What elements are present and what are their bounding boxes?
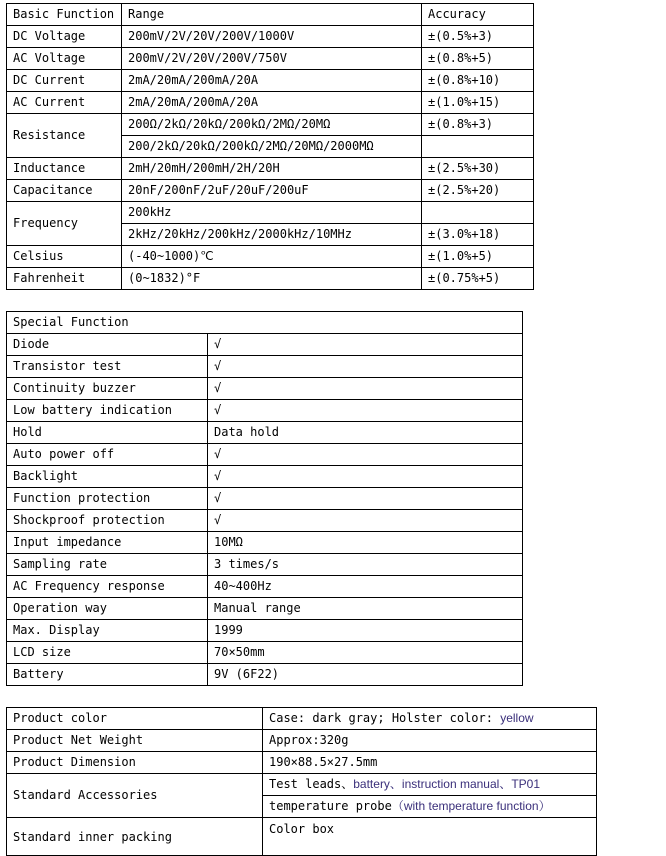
range-cell: (0~1832)°F — [122, 268, 422, 290]
table-row — [7, 400, 523, 422]
feature-name-cell: Operation way — [7, 598, 208, 620]
table-header-row — [7, 4, 534, 26]
accuracy-cell: ±(0.75%+5) — [422, 268, 534, 290]
table-row — [7, 510, 523, 532]
feature-value-cell: 1999 — [208, 620, 523, 642]
accuracy-cell — [422, 136, 534, 158]
table-row — [7, 752, 597, 774]
accessories-label: Standard Accessories — [7, 774, 263, 818]
feature-value-cell: √ — [208, 466, 523, 488]
accuracy-cell: ±(0.8%+3) — [422, 114, 534, 136]
product-dimension-value: 190×88.5×27.5mm — [263, 752, 597, 774]
accuracy-cell: ±(1.0%+5) — [422, 246, 534, 268]
feature-name-cell: Max. Display — [7, 620, 208, 642]
range-cell: 200Ω/2kΩ/20kΩ/200kΩ/2MΩ/20MΩ — [122, 114, 422, 136]
color-text: Case: dark gray; Holster color: — [269, 711, 501, 725]
feature-name-cell: Shockproof protection — [7, 510, 208, 532]
accuracy-cell: ±(0.8%+5) — [422, 48, 534, 70]
table-row — [7, 422, 523, 444]
table-row — [7, 488, 523, 510]
feature-name-cell: Hold — [7, 422, 208, 444]
accuracy-cell: ±(0.5%+3) — [422, 26, 534, 48]
feature-name-cell: Backlight — [7, 466, 208, 488]
table-row — [7, 642, 523, 664]
feature-name-cell: Battery — [7, 664, 208, 686]
feature-name-cell: Auto power off — [7, 444, 208, 466]
basic-function-table — [6, 3, 534, 290]
table-row — [7, 246, 534, 268]
table-row — [7, 180, 534, 202]
table-row — [7, 664, 523, 686]
table-row — [7, 708, 597, 730]
function-cell: DC Voltage — [7, 26, 122, 48]
range-cell: 2kHz/20kHz/200kHz/2000kHz/10MHz — [122, 224, 422, 246]
table-row — [7, 48, 534, 70]
header-special-function: Special Function — [7, 312, 523, 334]
feature-value-cell: 70×50mm — [208, 642, 523, 664]
accuracy-cell: ±(0.8%+10) — [422, 70, 534, 92]
product-color-label: Product color — [7, 708, 263, 730]
feature-name-cell: Sampling rate — [7, 554, 208, 576]
packing-value: Color box — [263, 818, 597, 856]
accessories-accent-text: （with temperature function） — [391, 799, 551, 813]
accuracy-cell: ±(1.0%+15) — [422, 92, 534, 114]
table-row — [7, 532, 523, 554]
table-row — [7, 158, 534, 180]
table-row — [7, 70, 534, 92]
feature-value-cell: 3 times/s — [208, 554, 523, 576]
table-row — [7, 620, 523, 642]
range-cell: 200/2kΩ/20kΩ/200kΩ/2MΩ/20MΩ/2000MΩ — [122, 136, 422, 158]
function-cell: Inductance — [7, 158, 122, 180]
product-weight-value: Approx:320g — [263, 730, 597, 752]
feature-value-cell: √ — [208, 510, 523, 532]
feature-name-cell: Low battery indication — [7, 400, 208, 422]
feature-value-cell: 9V (6F22) — [208, 664, 523, 686]
function-cell: DC Current — [7, 70, 122, 92]
table-row — [7, 444, 523, 466]
table-row — [7, 26, 534, 48]
header-range: Range — [122, 4, 422, 26]
table-row — [7, 356, 523, 378]
range-cell: 200kHz — [122, 202, 422, 224]
table-header-row — [7, 312, 523, 334]
accuracy-cell — [422, 202, 534, 224]
function-cell: AC Voltage — [7, 48, 122, 70]
accuracy-cell: ±(3.0%+18) — [422, 224, 534, 246]
color-accent-text: yellow — [500, 711, 534, 725]
table-row — [7, 114, 534, 136]
accessories-accent-text: battery、instruction manual、TP01 — [353, 777, 541, 791]
table-row — [7, 598, 523, 620]
feature-name-cell: Continuity buzzer — [7, 378, 208, 400]
function-cell: Frequency — [7, 202, 122, 246]
table-row — [7, 554, 523, 576]
header-basic-function: Basic Function — [7, 4, 122, 26]
table-row — [7, 774, 597, 796]
range-cell: 2mA/20mA/200mA/20A — [122, 92, 422, 114]
function-cell: AC Current — [7, 92, 122, 114]
feature-name-cell: Diode — [7, 334, 208, 356]
accuracy-cell: ±(2.5%+30) — [422, 158, 534, 180]
product-dimension-label: Product Dimension — [7, 752, 263, 774]
accessories-line-1 — [263, 774, 597, 796]
table-row — [7, 334, 523, 356]
table-row — [7, 268, 534, 290]
table-row — [7, 818, 597, 856]
accessories-text: temperature probe — [269, 799, 392, 813]
feature-value-cell: √ — [208, 444, 523, 466]
feature-value-cell: √ — [208, 378, 523, 400]
accessories-text: Test leads、 — [269, 777, 354, 791]
header-accuracy: Accuracy — [422, 4, 534, 26]
table-row — [7, 378, 523, 400]
feature-value-cell: Manual range — [208, 598, 523, 620]
feature-name-cell: AC Frequency response — [7, 576, 208, 598]
function-cell: Fahrenheit — [7, 268, 122, 290]
table-row — [7, 92, 534, 114]
feature-value-cell: 10MΩ — [208, 532, 523, 554]
range-cell: 2mA/20mA/200mA/20A — [122, 70, 422, 92]
feature-value-cell: √ — [208, 334, 523, 356]
range-cell: 20nF/200nF/2uF/20uF/200uF — [122, 180, 422, 202]
function-cell: Capacitance — [7, 180, 122, 202]
function-cell: Celsius — [7, 246, 122, 268]
accuracy-cell: ±(2.5%+20) — [422, 180, 534, 202]
table-row — [7, 466, 523, 488]
range-cell: (-40~1000)℃ — [122, 246, 422, 268]
feature-value-cell: √ — [208, 400, 523, 422]
feature-value-cell: √ — [208, 356, 523, 378]
function-cell: Resistance — [7, 114, 122, 158]
feature-name-cell: Input impedance — [7, 532, 208, 554]
accessories-line-2 — [263, 796, 597, 818]
table-row — [7, 202, 534, 224]
special-function-rows — [7, 334, 523, 686]
special-function-table — [6, 311, 523, 686]
product-color-value — [263, 708, 597, 730]
feature-value-cell: Data hold — [208, 422, 523, 444]
table-row — [7, 576, 523, 598]
product-info-table — [6, 707, 597, 856]
feature-name-cell: Transistor test — [7, 356, 208, 378]
range-cell: 200mV/2V/20V/200V/1000V — [122, 26, 422, 48]
packing-label: Standard inner packing — [7, 818, 263, 856]
feature-value-cell: 40~400Hz — [208, 576, 523, 598]
feature-value-cell: √ — [208, 488, 523, 510]
product-weight-label: Product Net Weight — [7, 730, 263, 752]
range-cell: 200mV/2V/20V/200V/750V — [122, 48, 422, 70]
feature-name-cell: Function protection — [7, 488, 208, 510]
range-cell: 2mH/20mH/200mH/2H/20H — [122, 158, 422, 180]
table-row — [7, 730, 597, 752]
feature-name-cell: LCD size — [7, 642, 208, 664]
